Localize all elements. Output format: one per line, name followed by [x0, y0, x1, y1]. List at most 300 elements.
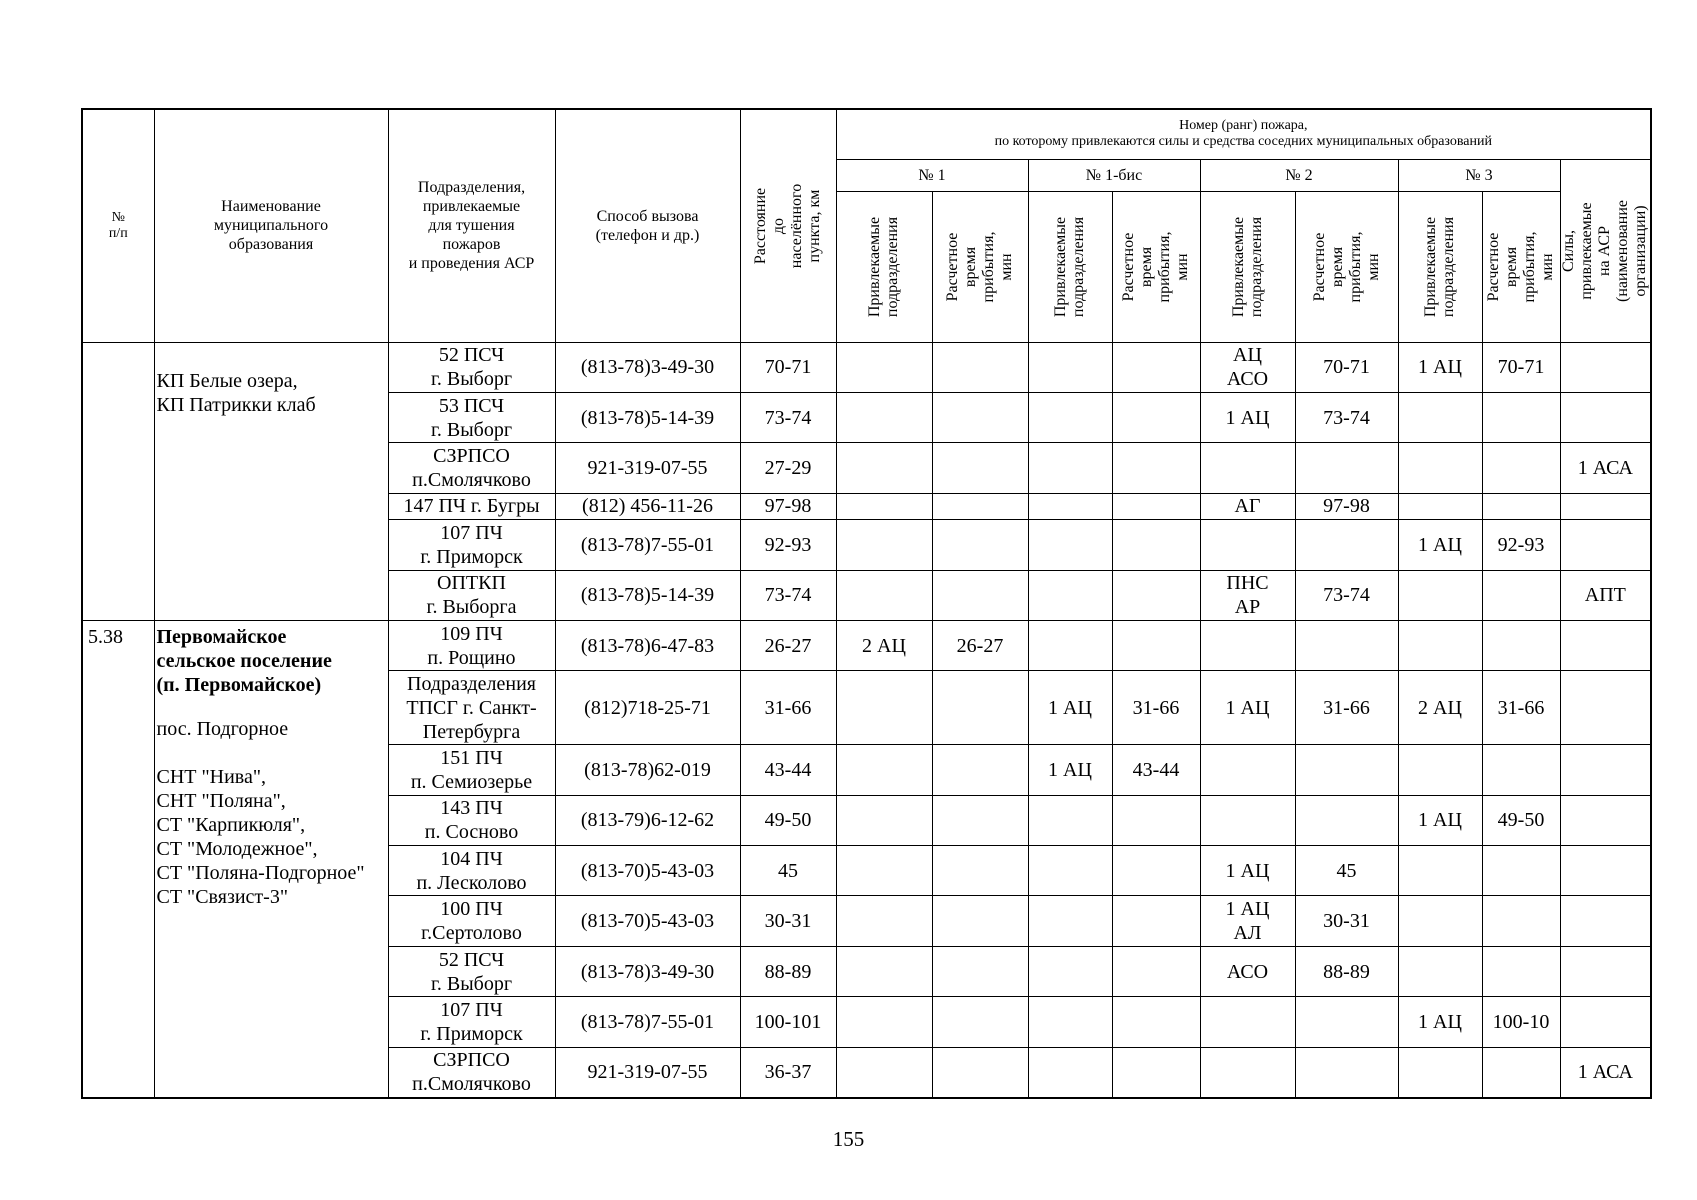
page-number: 155 — [832, 1127, 865, 1151]
cell-unit — [388, 570, 555, 620]
cell-unit-text: 52 ПСЧ г. Выборг — [430, 948, 513, 995]
cell-unit — [388, 621, 555, 671]
cell-asr — [1560, 795, 1651, 845]
cell-unit-text: 53 ПСЧ г. Выборг — [430, 394, 513, 441]
cell-r2u — [1200, 1047, 1295, 1098]
cell-r3t-text: 100-10 — [1492, 1011, 1550, 1034]
cell-phone — [555, 745, 740, 795]
cell-phone-text: 921-319-07-55 — [587, 1061, 708, 1084]
header-rb-units-text: Привлекаемые подразделения — [1052, 216, 1087, 317]
cell-r2t — [1295, 621, 1398, 671]
cell-r1t — [932, 443, 1028, 493]
cell-r3u-text: 1 АЦ — [1418, 356, 1462, 379]
cell-r2u — [1200, 745, 1295, 795]
cell-r1u — [836, 745, 932, 795]
cell-asr — [1560, 946, 1651, 996]
cell-asr — [1560, 997, 1651, 1047]
cell-rbt — [1112, 520, 1200, 570]
cell-rbu — [1028, 671, 1112, 745]
cell-dist-text: 26-27 — [764, 634, 812, 657]
cell-unit — [388, 1047, 555, 1098]
cell-rbt — [1112, 745, 1200, 795]
header-rb-units — [1028, 191, 1112, 342]
cell-r2t-text: 45 — [1336, 859, 1357, 882]
cell-phone — [555, 1047, 740, 1098]
cell-r1t — [932, 896, 1028, 946]
cell-phone-text: (812)718-25-71 — [584, 696, 711, 719]
cell-phone-text: 921-319-07-55 — [587, 457, 708, 480]
header-call-text: Способ вызова (телефон и др.) — [595, 207, 700, 244]
cell-dist-text: 43-44 — [764, 758, 812, 781]
cell-r3u — [1398, 1047, 1482, 1098]
cell-r1u — [836, 997, 932, 1047]
header-asr-forces-text: Силы, привлекаемые на АСР (наименование организации) — [1560, 199, 1650, 302]
cell-rbt-text: 43-44 — [1132, 758, 1180, 781]
cell-dist — [740, 795, 836, 845]
cell-r3u — [1398, 520, 1482, 570]
cell-r1t — [932, 392, 1028, 442]
cell-unit-text: Подразделения ТПСГ г. Санкт- Петербурга — [406, 672, 537, 743]
cell-dist — [740, 896, 836, 946]
cell-dist — [740, 392, 836, 442]
cell-unit-text: 143 ПЧ п. Сосново — [424, 797, 519, 844]
cell-phone — [555, 342, 740, 392]
cell-dist-text: 70-71 — [764, 356, 812, 379]
cell-rbu — [1028, 997, 1112, 1047]
header-call — [555, 109, 740, 342]
cell-r2t — [1295, 342, 1398, 392]
cell-r2t — [1295, 745, 1398, 795]
header-r3-time-text: Расчетное время прибытия, мин — [1485, 231, 1556, 302]
cell-r2t — [1295, 493, 1398, 519]
cell-rbu — [1028, 621, 1112, 671]
cell-rbt — [1112, 342, 1200, 392]
cell-r3t — [1482, 896, 1560, 946]
header-units — [388, 109, 555, 342]
cell-r2t — [1295, 896, 1398, 946]
cell-phone — [555, 621, 740, 671]
cell-unit-text: 107 ПЧ г. Приморск — [420, 999, 523, 1046]
cell-r3u — [1398, 493, 1482, 519]
header-rank1bis: № 1-бис — [1028, 159, 1200, 191]
cell-unit — [388, 997, 555, 1047]
cell-r3t — [1482, 745, 1560, 795]
cell-r3t — [1482, 671, 1560, 745]
cell-r2u — [1200, 795, 1295, 845]
cell-asr-text: 1 АСА — [1577, 457, 1633, 480]
cell-r3u — [1398, 946, 1482, 996]
cell-asr — [1560, 443, 1651, 493]
cell-phone-text: (813-70)5-43-03 — [580, 910, 715, 933]
header-units-text: Подразделения, привлекаемые для тушения пожаров и проведения АСР — [408, 179, 535, 273]
header-r3-units — [1398, 191, 1482, 342]
cell-dist — [740, 621, 836, 671]
cell-r3t — [1482, 621, 1560, 671]
header-num-text: № п/п — [108, 209, 128, 241]
table-row — [82, 342, 1651, 392]
cell-asr-text: 1 АСА — [1577, 1061, 1633, 1084]
cell-unit-text: 147 ПЧ г. Бугры — [403, 495, 540, 518]
cell-r2t — [1295, 997, 1398, 1047]
cell-dist-text: 73-74 — [764, 406, 812, 429]
header-rank-title-text: Номер (ранг) пожара, по которому привлекаются силы и средства соседних муниципальных образований — [994, 118, 1492, 150]
cell-phone-text: (813-78)5-14-39 — [580, 584, 715, 607]
cell-phone-text: (813-78)7-55-01 — [580, 1011, 715, 1034]
header-r2-time-text: Расчетное время прибытия, мин — [1310, 231, 1382, 302]
cell-unit-text: 100 ПЧ г.Сертолово — [421, 898, 522, 945]
cell-r1t — [932, 997, 1028, 1047]
cell-r2t — [1295, 520, 1398, 570]
cell-r3u-text: 1 АЦ — [1418, 533, 1462, 556]
cell-rbt — [1112, 621, 1200, 671]
cell-phone-text: (813-78)3-49-30 — [580, 356, 715, 379]
cell-r2u-text: АГ — [1234, 495, 1261, 518]
cell-r3t — [1482, 520, 1560, 570]
cell-asr — [1560, 392, 1651, 442]
cell-r1u — [836, 896, 932, 946]
cell-r1t — [932, 671, 1028, 745]
cell-r1t — [932, 520, 1028, 570]
cell-unit — [388, 392, 555, 442]
cell-phone — [555, 520, 740, 570]
cell-r2u — [1200, 671, 1295, 745]
cell-r3t — [1482, 493, 1560, 519]
cell-asr — [1560, 1047, 1651, 1098]
header-municipality — [154, 109, 388, 342]
cell-rbt — [1112, 671, 1200, 745]
cell-dist-text: 27-29 — [764, 457, 812, 480]
cell-r1u — [836, 795, 932, 845]
cell-dist-text: 36-37 — [764, 1061, 812, 1084]
cell-r2t — [1295, 846, 1398, 896]
cell-r1u — [836, 671, 932, 745]
cell-dist-text: 30-31 — [764, 910, 812, 933]
cell-dist — [740, 443, 836, 493]
cell-phone-text: (812) 456-11-26 — [582, 495, 713, 518]
cell-rbt-text: 31-66 — [1132, 696, 1180, 719]
cell-r1t — [932, 745, 1028, 795]
cell-r2u-text: АЦ АСО — [1226, 344, 1269, 391]
cell-r2u-text: АСО — [1226, 960, 1269, 983]
cell-r2u-text: ПНС АР — [1226, 572, 1269, 619]
cell-unit — [388, 795, 555, 845]
cell-r2t-text: 73-74 — [1323, 406, 1370, 429]
group2-num-cell — [82, 621, 154, 1099]
cell-phone — [555, 671, 740, 745]
cell-r1t — [932, 795, 1028, 845]
cell-rbu — [1028, 896, 1112, 946]
cell-r1u-text: 2 АЦ — [862, 634, 906, 657]
cell-asr — [1560, 671, 1651, 745]
cell-r2t-text: 97-98 — [1323, 495, 1370, 518]
cell-r2t — [1295, 671, 1398, 745]
cell-rbu-text: 1 АЦ — [1048, 696, 1092, 719]
cell-rbu-text: 1 АЦ — [1048, 758, 1092, 781]
cell-r3u — [1398, 997, 1482, 1047]
cell-rbu — [1028, 520, 1112, 570]
cell-phone — [555, 896, 740, 946]
fire-forces-table — [81, 108, 1652, 1099]
cell-r1u — [836, 342, 932, 392]
cell-r1u — [836, 946, 932, 996]
cell-dist — [740, 342, 836, 392]
cell-rbt — [1112, 570, 1200, 620]
header-r2-time — [1295, 191, 1398, 342]
cell-asr — [1560, 342, 1651, 392]
header-r1-units — [836, 191, 932, 342]
cell-r2t-text: 88-89 — [1323, 960, 1370, 983]
group2-names-cell — [154, 621, 388, 1099]
cell-phone — [555, 946, 740, 996]
cell-rbu — [1028, 1047, 1112, 1098]
cell-rbu — [1028, 570, 1112, 620]
cell-rbu — [1028, 745, 1112, 795]
cell-r2u — [1200, 946, 1295, 996]
cell-r3t-text: 70-71 — [1497, 356, 1545, 379]
cell-r3t — [1482, 846, 1560, 896]
cell-r2u — [1200, 392, 1295, 442]
header-distance-text: Расстояние до населённого пункта, км — [752, 183, 823, 268]
cell-asr — [1560, 621, 1651, 671]
cell-r2u — [1200, 570, 1295, 620]
cell-dist — [740, 671, 836, 745]
group2-title: Первомайское сельское поселение (п. Первомайское) — [156, 626, 332, 696]
cell-rbu — [1028, 392, 1112, 442]
header-rank-title — [836, 109, 1651, 159]
cell-dist — [740, 946, 836, 996]
cell-rbu — [1028, 795, 1112, 845]
cell-rbt — [1112, 392, 1200, 442]
cell-dist-text: 97-98 — [764, 495, 812, 518]
cell-r1t-text: 26-27 — [956, 634, 1004, 657]
cell-r1u — [836, 570, 932, 620]
cell-r2u — [1200, 493, 1295, 519]
cell-phone-text: (813-79)6-12-62 — [580, 809, 715, 832]
cell-asr — [1560, 570, 1651, 620]
cell-r3t-text: 49-50 — [1497, 809, 1545, 832]
cell-r3u — [1398, 671, 1482, 745]
cell-r3u-text: 2 АЦ — [1418, 696, 1462, 719]
cell-dist — [740, 997, 836, 1047]
cell-r1u — [836, 392, 932, 442]
cell-r3u — [1398, 342, 1482, 392]
cell-r2t-text: 70-71 — [1323, 356, 1370, 379]
cell-unit-text: 52 ПСЧ г. Выборг — [430, 344, 513, 391]
cell-r3t — [1482, 392, 1560, 442]
cell-unit — [388, 443, 555, 493]
header-num — [82, 109, 154, 342]
header-rank2: № 2 — [1200, 159, 1398, 191]
cell-r2u-text: 1 АЦ — [1225, 859, 1270, 882]
cell-phone — [555, 493, 740, 519]
header-rank3: № 3 — [1398, 159, 1560, 191]
cell-phone — [555, 392, 740, 442]
cell-phone — [555, 846, 740, 896]
cell-unit-text: 109 ПЧ п. Рощино — [427, 622, 516, 669]
header-rb-time — [1112, 191, 1200, 342]
cell-r3t — [1482, 570, 1560, 620]
cell-r1t — [932, 493, 1028, 519]
cell-dist-text: 73-74 — [764, 584, 812, 607]
cell-r2t — [1295, 570, 1398, 620]
group1-names: КП Белые озера, КП Патрикки клаб — [156, 369, 316, 416]
cell-r3u — [1398, 846, 1482, 896]
cell-asr — [1560, 896, 1651, 946]
cell-r1u — [836, 1047, 932, 1098]
cell-r3u-text: 1 АЦ — [1418, 1011, 1462, 1034]
cell-r1t — [932, 570, 1028, 620]
cell-unit — [388, 745, 555, 795]
cell-rbt — [1112, 443, 1200, 493]
cell-r3t — [1482, 443, 1560, 493]
cell-r2u — [1200, 342, 1295, 392]
cell-unit — [388, 342, 555, 392]
cell-r2u-text: 1 АЦ — [1225, 696, 1270, 719]
cell-asr-text: АПТ — [1584, 584, 1626, 607]
cell-r2u — [1200, 621, 1295, 671]
cell-unit — [388, 896, 555, 946]
cell-r2t — [1295, 392, 1398, 442]
cell-phone — [555, 795, 740, 845]
cell-unit — [388, 846, 555, 896]
cell-phone-text: (813-78)7-55-01 — [580, 533, 715, 556]
group2-num: 5.38 — [88, 626, 123, 648]
cell-r1t — [932, 1047, 1028, 1098]
cell-asr — [1560, 745, 1651, 795]
cell-r3u — [1398, 570, 1482, 620]
cell-dist-text: 31-66 — [764, 696, 812, 719]
cell-r3t-text: 31-66 — [1497, 696, 1545, 719]
cell-r3t-text: 92-93 — [1497, 533, 1545, 556]
cell-unit-text: СЗРПСО п.Смолячково — [412, 445, 531, 492]
cell-dist — [740, 570, 836, 620]
header-municipality-text: Наименование муниципального образования — [213, 198, 329, 254]
header-distance — [740, 109, 836, 342]
cell-unit-text: СЗРПСО п.Смолячково — [412, 1049, 531, 1096]
cell-r1t — [932, 946, 1028, 996]
cell-r3u — [1398, 795, 1482, 845]
header-r1-time-text: Расчетное время прибытия, мин — [944, 231, 1015, 302]
cell-r2t — [1295, 795, 1398, 845]
cell-r3u — [1398, 896, 1482, 946]
cell-rbt — [1112, 795, 1200, 845]
cell-rbt — [1112, 1047, 1200, 1098]
cell-dist — [740, 493, 836, 519]
group1-num-cell — [82, 342, 154, 621]
header-r2-units — [1200, 191, 1295, 342]
cell-unit — [388, 946, 555, 996]
cell-phone-text: (813-78)62-019 — [584, 758, 711, 781]
cell-rbt — [1112, 896, 1200, 946]
cell-r1u — [836, 621, 932, 671]
cell-r3t — [1482, 1047, 1560, 1098]
cell-r2u — [1200, 846, 1295, 896]
cell-dist-text: 45 — [778, 859, 798, 882]
cell-r1t — [932, 621, 1028, 671]
header-r2-units-text: Привлекаемые подразделения — [1229, 216, 1265, 317]
cell-phone — [555, 443, 740, 493]
cell-r2t-text: 30-31 — [1323, 910, 1370, 933]
cell-dist-text: 49-50 — [764, 809, 812, 832]
cell-r2u-text: 1 АЦ — [1225, 406, 1270, 429]
cell-r3u — [1398, 621, 1482, 671]
cell-r3u — [1398, 443, 1482, 493]
cell-r2u — [1200, 997, 1295, 1047]
cell-unit — [388, 671, 555, 745]
cell-r1t — [932, 342, 1028, 392]
cell-r3t — [1482, 946, 1560, 996]
cell-r1u — [836, 520, 932, 570]
cell-asr — [1560, 493, 1651, 519]
cell-dist-text: 88-89 — [764, 960, 812, 983]
header-r3-units-text: Привлекаемые подразделения — [1422, 216, 1457, 317]
cell-phone — [555, 570, 740, 620]
cell-rbu — [1028, 443, 1112, 493]
cell-dist — [740, 1047, 836, 1098]
group1-names-cell — [154, 342, 388, 621]
cell-unit — [388, 520, 555, 570]
cell-r2u-text: 1 АЦ АЛ — [1225, 898, 1270, 945]
cell-unit-text: 107 ПЧ г. Приморск — [420, 521, 523, 568]
cell-asr — [1560, 846, 1651, 896]
header-r1-units-text: Привлекаемые подразделения — [866, 216, 901, 317]
cell-dist-text: 100-101 — [754, 1011, 822, 1034]
cell-rbt — [1112, 946, 1200, 996]
cell-rbu — [1028, 946, 1112, 996]
cell-r2t-text: 73-74 — [1323, 584, 1370, 607]
table-body — [82, 342, 1651, 1098]
header-r3-time — [1482, 191, 1560, 342]
cell-dist — [740, 745, 836, 795]
cell-r2u — [1200, 896, 1295, 946]
cell-phone-text: (813-78)6-47-83 — [580, 634, 715, 657]
cell-r1t — [932, 846, 1028, 896]
cell-dist — [740, 846, 836, 896]
cell-r3t — [1482, 997, 1560, 1047]
cell-r2t — [1295, 443, 1398, 493]
cell-r2t-text: 31-66 — [1323, 696, 1370, 719]
cell-r2t — [1295, 1047, 1398, 1098]
cell-r3t — [1482, 795, 1560, 845]
group2-names: пос. Подгорное СНТ "Нива", СНТ "Поляна", СТ "Карпикюля", СТ "Молодежное", СТ "Поляна-Подгорное" СТ "Связист-3" — [156, 718, 365, 908]
cell-rbu — [1028, 493, 1112, 519]
cell-r3u — [1398, 745, 1482, 795]
cell-r2t — [1295, 946, 1398, 996]
cell-unit-text: 151 ПЧ п. Семиозерье — [410, 746, 533, 793]
cell-r3t — [1482, 342, 1560, 392]
cell-r2u — [1200, 520, 1295, 570]
cell-phone-text: (813-78)3-49-30 — [580, 960, 715, 983]
cell-rbt — [1112, 846, 1200, 896]
cell-r3u — [1398, 392, 1482, 442]
cell-r1u — [836, 846, 932, 896]
header-asr-forces — [1560, 159, 1651, 342]
cell-rbu — [1028, 846, 1112, 896]
cell-r2u — [1200, 443, 1295, 493]
cell-dist — [740, 520, 836, 570]
header-r1-time — [932, 191, 1028, 342]
cell-unit-text: ОПТКП г. Выборга — [426, 572, 517, 619]
cell-r1u — [836, 443, 932, 493]
cell-phone — [555, 997, 740, 1047]
cell-phone-text: (813-78)5-14-39 — [580, 406, 715, 429]
cell-r3u-text: 1 АЦ — [1418, 809, 1462, 832]
cell-phone-text: (813-70)5-43-03 — [580, 859, 715, 882]
cell-dist-text: 92-93 — [764, 533, 812, 556]
cell-unit — [388, 493, 555, 519]
cell-rbt — [1112, 997, 1200, 1047]
cell-r1u — [836, 493, 932, 519]
